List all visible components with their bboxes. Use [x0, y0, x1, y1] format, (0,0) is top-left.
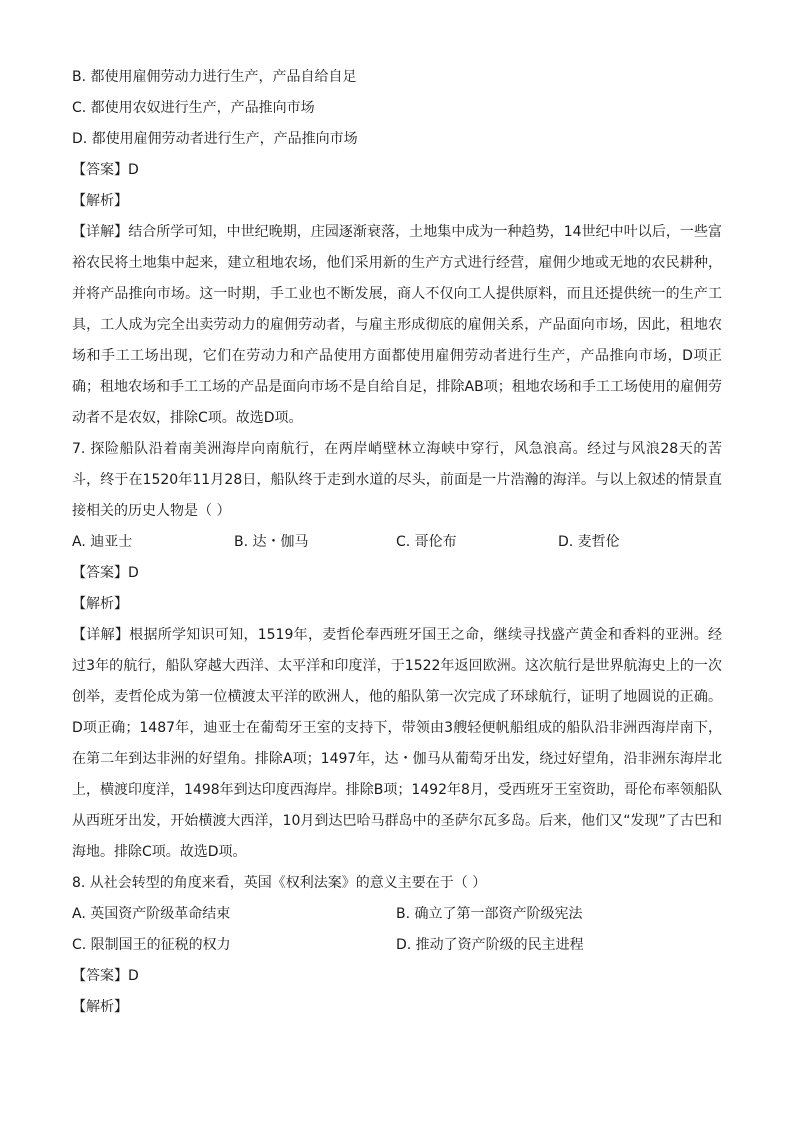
q6-detail-text: 结合所学可知，中世纪晚期，庄园逐渐衰落，土地集中成为一种趋势，14世纪中叶以后，一些富裕农民将土地集中起来，建立租地农场，他们采用新的生产方式进行经营，雇佣少地或无地的农民耕种，并将产品推向市场。这一时期，手工业也不断发展，商人不仅向工人提供原料，而且还提供统一的生产工具，工人成为完全出卖劳动力的雇佣劳动者，与雇主形成彻底的雇佣关系，产品面向市场，因此，租地农场和手工工场出现，它们在劳动力和产品使用方面都使用雇佣劳动者进行生产，产品推向市场，D项正确；租地农场和手工工场的产品是面向市场不是自给自足，排除AB项；租地农场和手工工场使用的雇佣劳动者不是农奴，排除C项。故选D项。 [72, 224, 723, 426]
q7-options [72, 527, 722, 558]
q7-detail-text: 根据所学知识可知，1519年，麦哲伦奉西班牙国王之命，继续寻找盛产黄金和香料的亚洲。经过3年的航行，船队穿越大西洋、太平洋和印度洋，于1522年返回欧洲。这次航行是世界航海史上的一次创举，麦哲伦成为第一位横渡太平洋的欧洲人，他的船队第一次完成了环球航行，证明了地圆说的正确。D项正确；1487年，迪亚士在葡萄牙王室的支持下，带领由3艘轻便帆船组成的船队沿非洲西海岸南下，在第二年到达非洲的好望角。排除A项；1497年，达・伽马从葡萄牙出发，绕过好望角，沿非洲东海岸北上，横渡印度洋，1498年到达印度西海岸。排除B项；1492年8月，受西班牙王室资助，哥伦布率领船队从西班牙出发，开始横渡大西洋，10月到达巴哈马群岛中的圣萨尔瓦多岛。后来，他们又“发现”了古巴和海地。排除C项。故选D项。 [72, 627, 722, 860]
q6-detail-label: 【详解】 [72, 224, 129, 240]
q6-answer: 【答案】D [72, 162, 139, 178]
exam-page [72, 62, 722, 1023]
q8-option-a: A. 英国资产阶级革命结束 [72, 906, 231, 922]
q8-option-c: C. 限制国王的征税的权力 [72, 937, 231, 953]
q8-option-b: B. 确立了第一部资产阶级宪法 [396, 906, 583, 922]
q7-answer: 【答案】D [72, 565, 139, 581]
q6-option-b: B. 都使用雇佣劳动力进行生产，产品自给自足 [72, 69, 357, 85]
q8-options-row-1 [72, 899, 722, 930]
q8-stem: 8. 从社会转型的角度来看，英国《权利法案》的意义主要在于（ ） [72, 875, 487, 891]
q8-analysis-label: 【解析】 [72, 999, 128, 1015]
q7-option-b: B. 达・伽马 [234, 534, 309, 550]
q7-analysis-label: 【解析】 [72, 596, 128, 612]
q6-detail [72, 217, 722, 434]
q7-option-c: C. 哥伦布 [396, 534, 457, 550]
q6-option-d: D. 都使用雇佣劳动者进行生产，产品推向市场 [72, 131, 358, 147]
q8-options-row-2 [72, 930, 722, 961]
q6-option-c: C. 都使用农奴进行生产，产品推向市场 [72, 100, 315, 116]
q7-stem: 7. 探险船队沿着南美洲海岸向南航行，在两岸峭壁林立海峡中穿行，风急浪高。经过与风浪28天的苦斗，终于在1520年11月28日，船队终于走到水道的尽头，前面是一片浩瀚的海洋。与以上叙述的情景直接相关的历史人物是（ ） [72, 441, 722, 519]
q7-detail [72, 620, 722, 868]
q7-option-d: D. 麦哲伦 [558, 534, 620, 550]
q8-answer: 【答案】D [72, 968, 139, 984]
q6-analysis-label: 【解析】 [72, 193, 128, 209]
q8-option-d: D. 推动了资产阶级的民主进程 [396, 937, 584, 953]
q7-detail-label: 【详解】 [72, 627, 130, 643]
q7-option-a: A. 迪亚士 [72, 534, 133, 550]
